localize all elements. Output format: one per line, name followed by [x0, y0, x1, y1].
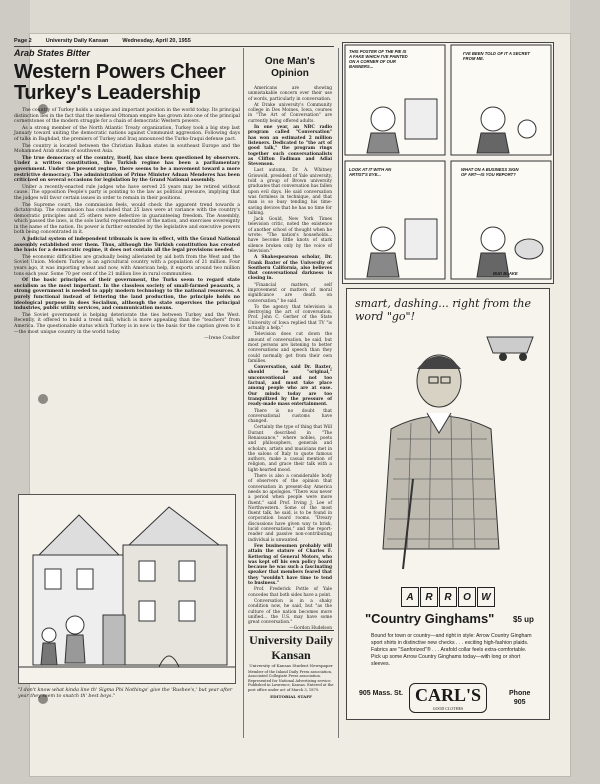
comic-balloon: I'VE BEEN TOLD OF IT A SECRET FROM ME. — [463, 51, 530, 61]
paragraph: Americans are showing unmistakable concern over their use of words, particularly in conversation. — [248, 86, 332, 102]
paper-name: University Daily Kansan — [45, 38, 109, 44]
paragraph: The true democracy of the country, itself, has since been questioned by observers. Under a written constitution, the Turkish regime has been a parliamentary government. Under the present regime, there seems to be a movement toward a more restrictive democracy. The administration of Prime Minister Adnan Menderes has been criticized on several occasions for legislation by the Grand National assembly. — [14, 155, 240, 184]
store-logo — [409, 683, 487, 713]
paragraph: A Shakespearean scholar, Dr. Frank Baxter of the University of Southern California, also believes that conversational darkness is closing in. — [248, 255, 332, 282]
masthead-title: University Daily Kansan — [249, 633, 333, 662]
store-address: 905 Mass. St. — [359, 690, 403, 697]
paragraph: The Supreme court, the commission feels, would check the apparent trend towards a dictatorship. The commission has concluded that 25 laws were at variance with the country's democratic principles and 25 others were defective in guaranteeing freedom. The Assembly, which passed the laws, is the sole lawful representative of the nation, and exercises sovereignty in the name of the nation. Its power is further extended by the legislative and executive powers both being concentrated in it. — [14, 202, 240, 236]
comic-signature: BUD BLAKE — [493, 271, 518, 276]
store-name: CARL'S — [414, 685, 481, 705]
ad-model-illustration — [367, 329, 537, 581]
store-phone — [509, 689, 530, 707]
column-divider — [243, 48, 244, 738]
arrow-brand-logo — [401, 587, 495, 607]
byline: —Gordon Hudelson — [289, 626, 332, 632]
paragraph: Television does cut down the amount of conversation, he said, but most persons are listening to better conversations and speech than they could normally get from their own families. — [248, 332, 332, 364]
article-headline: Western Powers Cheer Turkey's Leadership — [14, 61, 226, 104]
masthead — [248, 630, 334, 699]
paragraph: Last autumn, Dr. A. Whitney Griswold, president of Yale university, told a group of Brown university graduates that conversation has fallen upon evil days. He said conversation was formless in technique, and that man is so busy tending his time-saving devices that he has no time for talking. — [248, 168, 332, 216]
paragraph: Certainly the type of thing that Will Durant described in "The Renaissance," where nobles, poets and philosophers, generals and scholars, artists and musicians met in the salons of Italy to quote famous authors, make a casual mention of religion, and grace their talk with a light-hearted mood. — [248, 425, 332, 473]
arrow-shirt-advertisement — [346, 288, 550, 720]
paragraph: There is also a considerable body of observers of the opinion that conversation in present-day America needs no apologies. "There was never a period when people were more fluent," said Prof. Irving J. Lee of Northwestern. Some of the most fluent talk, he said, is to be found in corporation board rooms. "Dreary discussions have given way to brisk, lucid conversations," and the report-reader and passive non-contributing individual is unwanted. — [248, 474, 332, 543]
column-divider — [338, 48, 339, 738]
paragraph: The economic difficulties are gradually being alleviated by aid both from the West and the Soviet Union. Modern Turkey is an agricultural country with a population of 21 million. Four years ago, it was importing wheat and now, with American help, it exports around two million tons each year. Some 70 per cent of the 21 million live in rural communities. — [14, 254, 240, 277]
paragraph: As a strong member of the North Atlantic Treaty organization, Turkey took a big step last January toward uniting the democratic nations against Communist aggression. Following days of talks in Baghdad, the premiers of Turkey and Iraq announced the Turko-Iraqui defense pact. — [14, 125, 240, 142]
ad-price: $5 up — [513, 615, 534, 624]
paragraph: To the agency that television is destroying the art of conversation, Prof. John C. Gerber of the State University of Iowa replied that TV "is actually a help." — [248, 304, 332, 332]
page-top-strip — [30, 0, 570, 34]
opinion-title: One Man's Opinion — [264, 56, 316, 79]
fraternity-house-illustration — [19, 495, 235, 683]
article-kicker: Arab States Bitter — [14, 48, 91, 58]
page-number: Page 2 — [14, 38, 32, 44]
comic-balloon: WHAT ON A BUSINESS SIGN OF ART—IS YOU REPORT? — [461, 167, 519, 177]
comic-strip — [342, 42, 554, 284]
paragraph: A judicial system of independent tribunals is now in effect, with the Grand National assembly established over them. Thus, although the Turkish constitution has created the basis for a democratic regime, it does not contain all the legal provisions needed. — [14, 237, 240, 254]
ad-copy: Bound for town or country—and right in style: Arrow Country Gingham sport shirts in distinctive new checks . . . exciting high-fashion plaids. Fabrics are "Sanforized"® . . . Arafold collar feels extra-comfortable. Pick up some Arrow Country Ginghams today—with long or short sleeves. — [371, 633, 532, 667]
paragraph: Few businessmen probably will attain the stature of Charles F. Kettering of General Motors, who was kept off his own policy board because he was such a fascinating speaker that members feared that they "wouldn't have time to tend to business." — [248, 543, 332, 587]
comic-panels — [343, 43, 553, 283]
comic-balloon: THIS POSTER OF THE PIE IS A FAKE WHICH I'VE PAINTED ON A CORNER OF OUR BANNERS... — [349, 49, 408, 69]
cartoon-caption: "I don't know what kinda line th' Sigma Phi Nothings' give the 'Rushee's,' but year after year they seem to snatch th' best boys." — [18, 688, 233, 699]
paragraph: There is no doubt that conversational customs have changed. — [248, 408, 332, 425]
paragraph: Of the basic principles of their government, the Turks seem to regard state socialism as the most important. In the classless society of small-farmed peasants, a strong government is needed to apply modern technology to the national resources. A purely functional instead of fettering the land production, the principle holds no ideological purpose in does Socialism, although the state supervises the principal industries, public utility services, and communication means. — [14, 278, 240, 312]
phone-number: 905 — [513, 699, 526, 706]
brand-letter: A — [401, 587, 419, 607]
paragraph: The country is located between the Christian Balkan states in southeast Europe and the Mohammed Arab states of southwest Asia. — [14, 143, 240, 155]
paragraph: Prof. Frederick Pottle of Yale concedes that both sides have a point. — [248, 587, 332, 598]
comic-balloon: LOOK AT IT WITH AN ARTIST'S EYE... — [349, 167, 392, 177]
paragraph: The Soviet government is helping deteriorate the ties between Turkey and the West. Recently, it offered to build a trend mill, which is more appealing than the "teachers" from America. The questionable status which Turkey is in now is the basis for the caption given to it—the most unique country in the world today. — [14, 312, 240, 335]
ad-product-name: "Country Ginghams" — [365, 611, 495, 626]
brand-letter: W — [477, 587, 495, 607]
paragraph: Conversation is in a shaky condition now, he said, but "as the culture of the nation becomes more unified... the U.S. may have some great conversation." — [248, 598, 332, 626]
issue-date: Wednesday, April 20, 1955 — [122, 38, 191, 44]
paragraph: At Drake university's Community college in Des Moines, Iowa, courses in "The Art of Conversation" are currently being offered adults. — [248, 102, 332, 124]
store-subtitle: GOOD CLOTHES — [432, 706, 464, 711]
brand-letter: R — [439, 587, 457, 607]
ad-tagline: smart, dashing... right from the word "go"! — [355, 297, 531, 323]
paragraph: In one year, an NBC radio program called "Conversation" has won an estimated 2 million listeners. Dedicated to "the art of good talk," the program rings together such conversationalists as Clifton Fadiman and Adlai Stevenson. — [248, 125, 332, 168]
masthead-fine-print: Member of the Inland Daily Press association, Associated Collegiate Press association. Represented for National Advertising service. Published in Lawrence, Kansas. Entered at the post office under act of March 3, 1879. — [248, 670, 334, 692]
page-header — [14, 38, 334, 47]
punch-hole — [38, 394, 48, 404]
paragraph: "Financial matters, self improvement or matters of moral significance are death on conversation," he said. — [248, 282, 332, 304]
brand-letter: R — [420, 587, 438, 607]
brand-letter: O — [458, 587, 476, 607]
paragraph: Jack Gould, New York Times television critic, noted the existence of another school of thought when he wrote: "The nation's households... have become little knots of stark silence broken only by the voice of television." — [248, 217, 332, 254]
paragraph: Under a recently-enacted rule judges who have served 25 years may be retired without cause. The opposition People's party is pointing to the law as political pressure, implying that the judges will favor certain issues in order to remain in their positions. — [14, 184, 240, 201]
byline: —Irene Coulter — [204, 336, 240, 342]
article-body — [14, 108, 240, 343]
masthead-subtitle: University of Kansas Student Newspaper — [249, 663, 333, 668]
phone-label: Phone — [509, 690, 531, 697]
paragraph: The country of Turkey holds a unique and important position in the world today. Its principal distinction lies in the fact that the medieval Ottoman empire has grown into one of the principal cornerstones of the modern struggle for a chain of democratic Western powers. — [14, 108, 240, 125]
opinion-body — [248, 86, 332, 633]
paragraph: Conversation, said Dr. Baxter, should be "original," unconventional and not too factual, and must take place among people who are at ease. Our minds today are too tranquilized by the pressure of ready-made mass entertainment. — [248, 365, 332, 408]
editorial-cartoon — [18, 494, 236, 684]
staff-label: EDITORIAL STAFF — [270, 694, 312, 700]
